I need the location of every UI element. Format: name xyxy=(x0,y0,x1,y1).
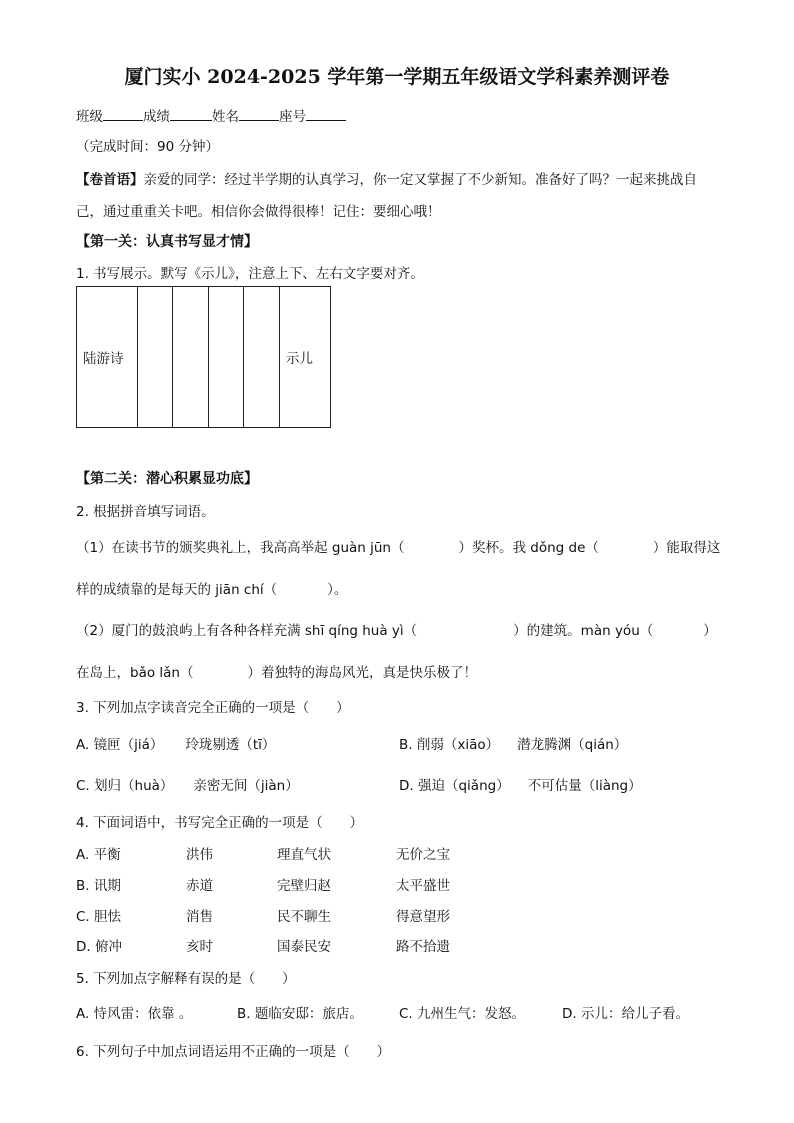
word-cell: 理直气状 xyxy=(277,847,331,863)
writing-grid xyxy=(76,286,331,428)
word-cell: 无价之宝 xyxy=(396,847,450,863)
q2-2-line-1 xyxy=(76,619,717,639)
q2-2-line-2 xyxy=(76,661,477,681)
word-cell: 路不拾遗 xyxy=(396,939,450,955)
q3-option-d[interactable] xyxy=(399,774,642,794)
question-5: 5. 下列加点字解释有误的是（ ） xyxy=(76,971,296,987)
word-cell: A. 平衡 xyxy=(76,847,121,863)
question-1: 1. 书写展示。默写《示儿》，注意上下、左右文字要对齐。 xyxy=(76,266,424,282)
preface-line-2: 己，通过重重关卡吧。相信你会做得很棒！记住：要细心哦！ xyxy=(76,204,441,220)
name-label: 姓名 xyxy=(212,109,239,125)
word-cell: 消售 xyxy=(186,909,213,925)
q5-option-c[interactable]: C. 九州生气：发怒。 xyxy=(399,1006,526,1022)
option-word: D. 强迫（qiǎng） xyxy=(399,778,510,794)
question-4: 4. 下面词语中，书写完全正确的一项是（ ） xyxy=(76,815,364,831)
grid-right-label: 示儿 xyxy=(280,287,331,428)
word-cell: 太平盛世 xyxy=(396,878,450,894)
q2-1-text-b: ）奖杯。我 dǒng de（ xyxy=(458,540,599,556)
preface-tag: 【卷首语】 xyxy=(76,172,144,188)
q5-option-d[interactable]: D. 示儿：给儿子看。 xyxy=(562,1006,689,1022)
word-cell: 得意望形 xyxy=(396,909,450,925)
q3-option-c[interactable] xyxy=(76,774,299,794)
question-2: 2. 根据拼音填写词语。 xyxy=(76,504,215,520)
class-label: 班级 xyxy=(76,109,103,125)
option-word: 玲珑剔透（tī） xyxy=(185,737,276,753)
time-note: （完成时间：90 分钟） xyxy=(76,139,219,155)
word-cell: 完壁归赵 xyxy=(277,878,331,894)
student-info-line xyxy=(76,105,346,125)
q2-2-text-a: （2）厦门的鼓浪屿上有各种各样充满 shī qíng huà yì（ xyxy=(76,623,418,639)
q5-option-a[interactable]: A. 恃风雷：依靠 。 xyxy=(76,1006,193,1022)
word-cell: 国泰民安 xyxy=(277,939,331,955)
q2-2-text-e: ）着独特的海岛风光，真是快乐极了！ xyxy=(247,665,477,681)
score-blank[interactable] xyxy=(170,108,212,121)
word-cell: 亥时 xyxy=(186,939,213,955)
q2-1-text-d: 样的成绩靠的是每天的 jiān chí（ xyxy=(76,582,278,598)
preface-line-1 xyxy=(76,168,697,188)
option-word: 潜龙腾渊（qián） xyxy=(517,737,628,753)
grid-cell[interactable] xyxy=(138,287,173,428)
class-blank[interactable] xyxy=(103,108,143,121)
q2-1-text-a: （1）在读书节的颁奖典礼上，我高高举起 guàn jūn（ xyxy=(76,540,405,556)
option-word: B. 削弱（xiāo） xyxy=(399,737,500,753)
q2-2-text-b: ）的建筑。màn yóu（ xyxy=(513,623,654,639)
word-cell: B. 讯期 xyxy=(76,878,121,894)
q3-option-a[interactable] xyxy=(76,733,275,753)
word-cell: D. 俯冲 xyxy=(76,939,122,955)
q2-1-line-2 xyxy=(76,578,347,598)
q2-2-text-d: 在岛上，bǎo lǎn（ xyxy=(76,665,194,681)
option-word: A. 镜匣（jiá） xyxy=(76,737,164,753)
q2-1-text-e: ）。 xyxy=(327,582,348,598)
section-1-heading: 【第一关：认真书写显才情】 xyxy=(76,234,258,250)
question-6: 6. 下列句子中加点词语运用不正确的一项是（ ） xyxy=(76,1044,391,1060)
q2-2-text-c: ） xyxy=(703,623,717,639)
seat-label: 座号 xyxy=(279,109,306,125)
page-title: 厦门实小 2024-2025 学年第一学期五年级语文学科素养测评卷 xyxy=(124,66,670,88)
word-cell: 赤道 xyxy=(186,878,213,894)
question-3: 3. 下列加点字读音完全正确的一项是（ ） xyxy=(76,700,350,716)
q5-option-b[interactable]: B. 题临安邸：旅店。 xyxy=(237,1006,363,1022)
word-cell: C. 胆怯 xyxy=(76,909,122,925)
q2-1-line-1 xyxy=(76,536,720,556)
option-word: C. 划归（huà） xyxy=(76,778,174,794)
option-word: 亲密无间（jiàn） xyxy=(193,778,299,794)
word-cell: 民不聊生 xyxy=(277,909,331,925)
grid-cell[interactable] xyxy=(244,287,280,428)
grid-cell[interactable] xyxy=(209,287,244,428)
seat-blank[interactable] xyxy=(306,108,346,121)
q2-1-text-c: ）能取得这 xyxy=(652,540,721,556)
section-2-heading: 【第二关：潜心积累显功底】 xyxy=(76,471,258,487)
name-blank[interactable] xyxy=(239,108,279,121)
grid-cell[interactable] xyxy=(173,287,209,428)
option-word: 不可估量（liàng） xyxy=(527,778,642,794)
grid-left-label: 陆游诗 xyxy=(77,287,138,428)
q3-option-b[interactable] xyxy=(399,733,627,753)
word-cell: 洪伟 xyxy=(186,847,213,863)
preface-text: 亲爱的同学：经过半学期的认真学习，你一定又掌握了不少新知。准备好了吗？一起来挑战自 xyxy=(143,172,697,188)
score-label: 成绩 xyxy=(143,109,170,125)
